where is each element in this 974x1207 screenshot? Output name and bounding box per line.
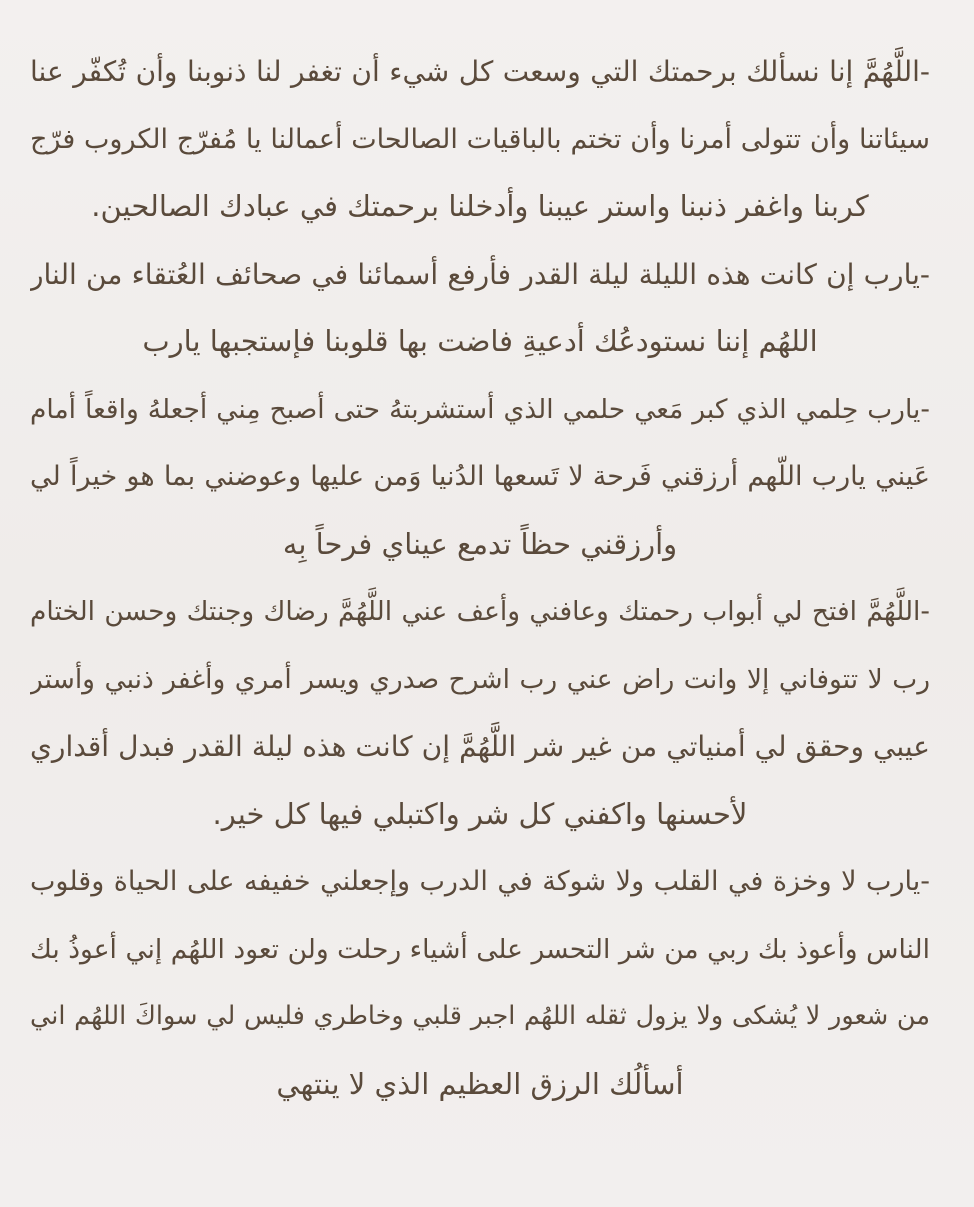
- text-line-3: كربنا واغفر ذنبنا واستر عيبنا وأدخلنا برحمتك في عبادك الصالحين.: [91, 189, 869, 223]
- prayer-text: [30, 38, 930, 1118]
- text-line-7: عَيني يارب اللّهم أرزقني فَرحة لا تَسعها الدُنيا وَمن عليها وعوضني بما هو خيراً لي: [30, 461, 930, 492]
- text-line-1: -اللَّهُمَّ إنا نسألك برحمتك التي وسعت كل شيء أن تغفر لنا ذنوبنا وأن تُكفّر عنا: [30, 55, 930, 88]
- text-line-12: لأحسنها واكفني كل شر واكتبلي فيها كل خير.: [212, 796, 748, 831]
- text-line-8: وأرزقني حظاً تدمع عيناي فرحاً بِه: [282, 526, 678, 561]
- text-line-14: الناس وأعوذ بك ربي من شر التحسر على أشياء رحلت ولن تعود اللهُم إني أعوذُ بك: [30, 933, 930, 965]
- text-line-2: سيئاتنا وأن تتولى أمرنا وأن تختم بالباقيات الصالحات أعمالنا يا مُفرّج الكروب فرّج: [30, 123, 930, 155]
- text-line-15: من شعور لا يُشكى ولا يزول ثقله اللهُم اجبر قلبي وخاطري فليس لي سواكَ اللهُم اني: [30, 1001, 930, 1031]
- text-line-16: أسألُك الرزق العظيم الذي لا ينتهي: [276, 1066, 684, 1101]
- text-line-13: -يارب لا وخزة في القلب ولا شوكة في الدرب وإجعلني خفيفه على الحياة وقلوب: [30, 866, 930, 897]
- text-line-11: عيبي وحقق لي أمنياتي من غير شر اللَّهُمَّ إن كانت هذه ليلة القدر فبدل أقداري: [30, 730, 930, 763]
- text-line-9: -اللَّهُمَّ افتح لي أبواب رحمتك وعافني وأعف عني اللَّهُمَّ رضاك وجنتك وحسن الختام: [30, 596, 930, 627]
- text-line-4: -يارب إن كانت هذه الليلة ليلة القدر فأرفع أسمائنا في صحائف العُتقاء من النار: [30, 257, 930, 291]
- text-line-6: -يارب حِلمي الذي كبر مَعي حلمي الذي أستشربتهُ حتى أصبح مِني أجعلهُ واقعاً أمام: [30, 393, 930, 425]
- text-line-10: رب لا تتوفاني إلا وانت راض عني رب اشرح صدري ويسر أمري وأغفر ذنبي وأستر: [30, 663, 930, 695]
- text-line-5: اللهُم إننا نستودعُك أدعيةِ فاضت بها قلوبنا فإستجبها يارب: [142, 324, 818, 358]
